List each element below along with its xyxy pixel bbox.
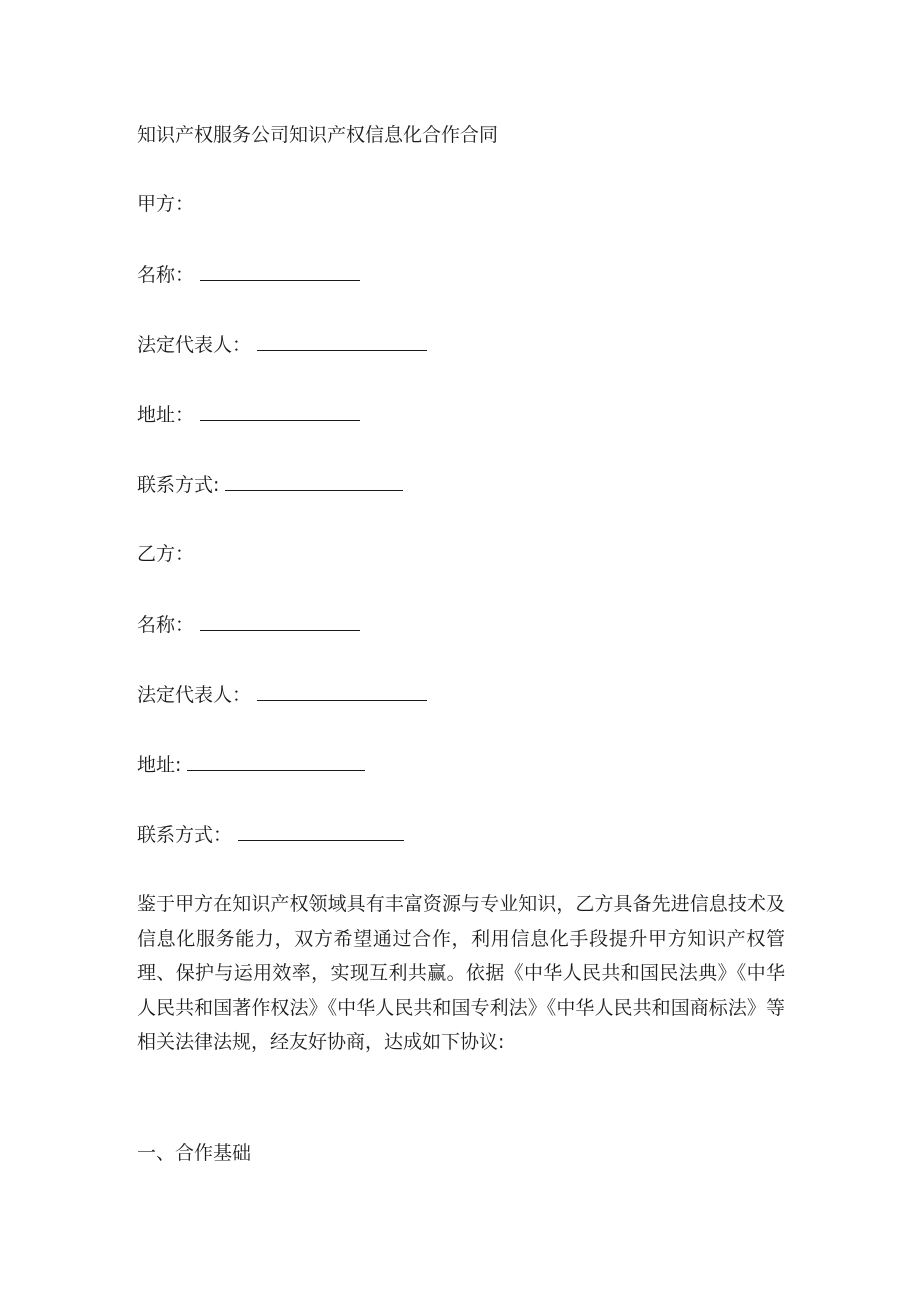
party-b-contact-blank xyxy=(238,822,404,841)
party-b-rep-label: 法定代表人： xyxy=(137,684,252,706)
party-a-name-label: 名称： xyxy=(137,264,195,286)
party-a-contact-blank xyxy=(225,472,403,491)
party-b-address-blank xyxy=(187,752,365,771)
preamble-paragraph: 鉴于甲方在知识产权领域具有丰富资源与专业知识，乙方具备先进信息技术及信息化服务能力，双方希望通过合作，利用信息化手段提升甲方知识产权管理、保护与运用效率，实现互利共赢。依据《中华人民共和国民法典》《中华人民共和国著作权法》《中华人民共和国专利法》《中华人民共和国商标法》等相关法律法规，经友好协商，达成如下协议: xyxy=(137,893,785,1053)
party-a-heading: 甲方： xyxy=(137,193,195,215)
document-title: 知识产权服务公司知识产权信息化合作合同 xyxy=(137,124,499,146)
party-a-contact-label: 联系方式: xyxy=(137,474,220,496)
party-b-name-blank xyxy=(200,612,360,631)
party-b-contact-row xyxy=(137,822,404,847)
party-a-contact-row xyxy=(137,472,403,497)
party-a-rep-label: 法定代表人： xyxy=(137,334,252,356)
party-b-rep-row xyxy=(137,682,427,707)
party-b-heading: 乙方： xyxy=(137,543,195,565)
party-b-rep-blank xyxy=(257,682,427,701)
party-a-name-blank xyxy=(200,262,360,281)
section-heading-1: 一、合作基础 xyxy=(137,1142,252,1164)
party-a-address-row xyxy=(137,402,360,427)
party-a-address-label: 地址： xyxy=(137,404,195,426)
party-a-address-blank xyxy=(200,402,360,421)
party-a-name-row xyxy=(137,262,360,287)
party-b-name-label: 名称： xyxy=(137,614,195,636)
party-a-rep-blank xyxy=(257,332,427,351)
party-b-address-row xyxy=(137,752,365,777)
party-a-rep-row xyxy=(137,332,427,357)
party-b-name-row xyxy=(137,612,360,637)
party-b-address-label: 地址: xyxy=(137,754,182,776)
party-b-contact-label: 联系方式： xyxy=(137,824,233,846)
